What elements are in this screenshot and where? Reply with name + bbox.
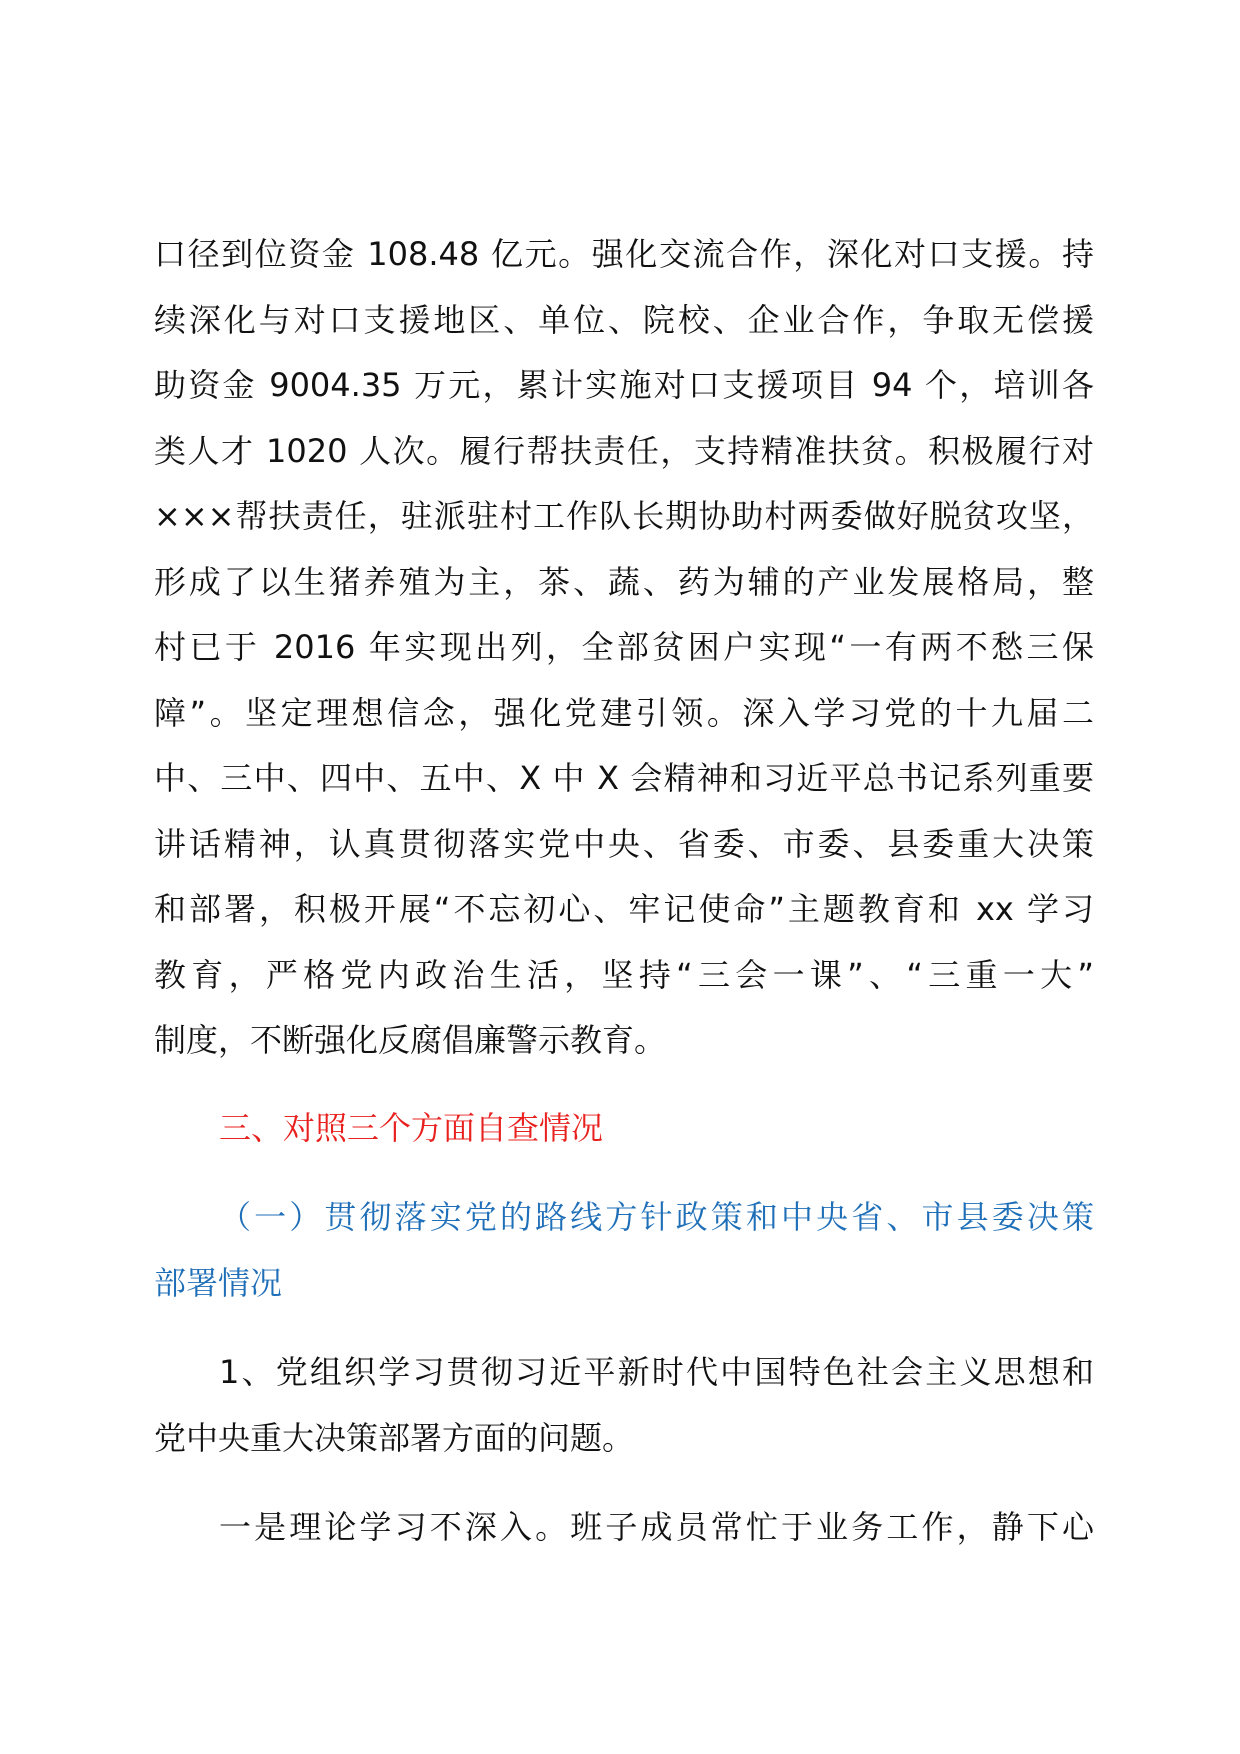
document-body	[154, 222, 1094, 1561]
numbered-item-line: 1、党组织学习贯彻习近平新时代中国特色社会主义思想和	[219, 1353, 1094, 1391]
point-line: 一是理论学习不深入。班子成员常忙于业务工作，静下心	[219, 1508, 1094, 1546]
numbered-item-line: 党中央重大决策部署方面的问题。	[154, 1418, 635, 1457]
section-heading: 三、对照三个方面自查情况	[219, 1108, 604, 1147]
subsection-heading-line: 部署情况	[154, 1263, 283, 1302]
paragraph-line: 和部署，积极开展“不忘初心、牢记使命”主题教育和 xx 学习	[154, 890, 1094, 928]
subsection-heading	[154, 1185, 1094, 1316]
point-1-paragraph	[154, 1495, 1094, 1561]
paragraph-line: 讲话精神，认真贯彻落实党中央、省委、市委、县委重大决策	[154, 824, 1094, 863]
paragraph-line: 形成了以生猪养殖为主，茶、蔬、药为辅的产业发展格局，整	[154, 562, 1094, 601]
paragraph-line: 助资金 9004.35 万元，累计实施对口支援项目 94 个，培训各	[154, 366, 1094, 404]
paragraph-line: 障”。坚定理想信念，强化党建引领。深入学习党的十九届二	[154, 693, 1094, 732]
subsection-heading-line: （一）贯彻落实党的路线方针政策和中央省、市县委决策	[219, 1198, 1094, 1236]
paragraph-line: 村已于 2016 年实现出列，全部贫困户实现“一有两不愁三保	[154, 628, 1094, 666]
paragraph-1	[154, 222, 1094, 1074]
paragraph-line: 中、三中、四中、五中、X 中 X 会精神和习近平总书记系列重要	[154, 759, 1094, 797]
paragraph-line: 教育，严格党内政治生活，坚持“三会一课”、“三重一大”	[154, 955, 1094, 994]
paragraph-line: 类人才 1020 人次。履行帮扶责任，支持精准扶贫。积极履行对	[154, 431, 1094, 470]
paragraph-line: ×××帮扶责任，驻派驻村工作队长期协助村两委做好脱贫攻坚，	[154, 497, 1094, 535]
paragraph-line: 续深化与对口支援地区、单位、院校、企业合作，争取无偿援	[154, 300, 1094, 339]
paragraph-line: 口径到位资金 108.48 亿元。强化交流合作，深化对口支援。持	[154, 235, 1094, 273]
numbered-item-1	[154, 1340, 1094, 1471]
paragraph-line: 制度，不断强化反腐倡廉警示教育。	[154, 1021, 667, 1059]
